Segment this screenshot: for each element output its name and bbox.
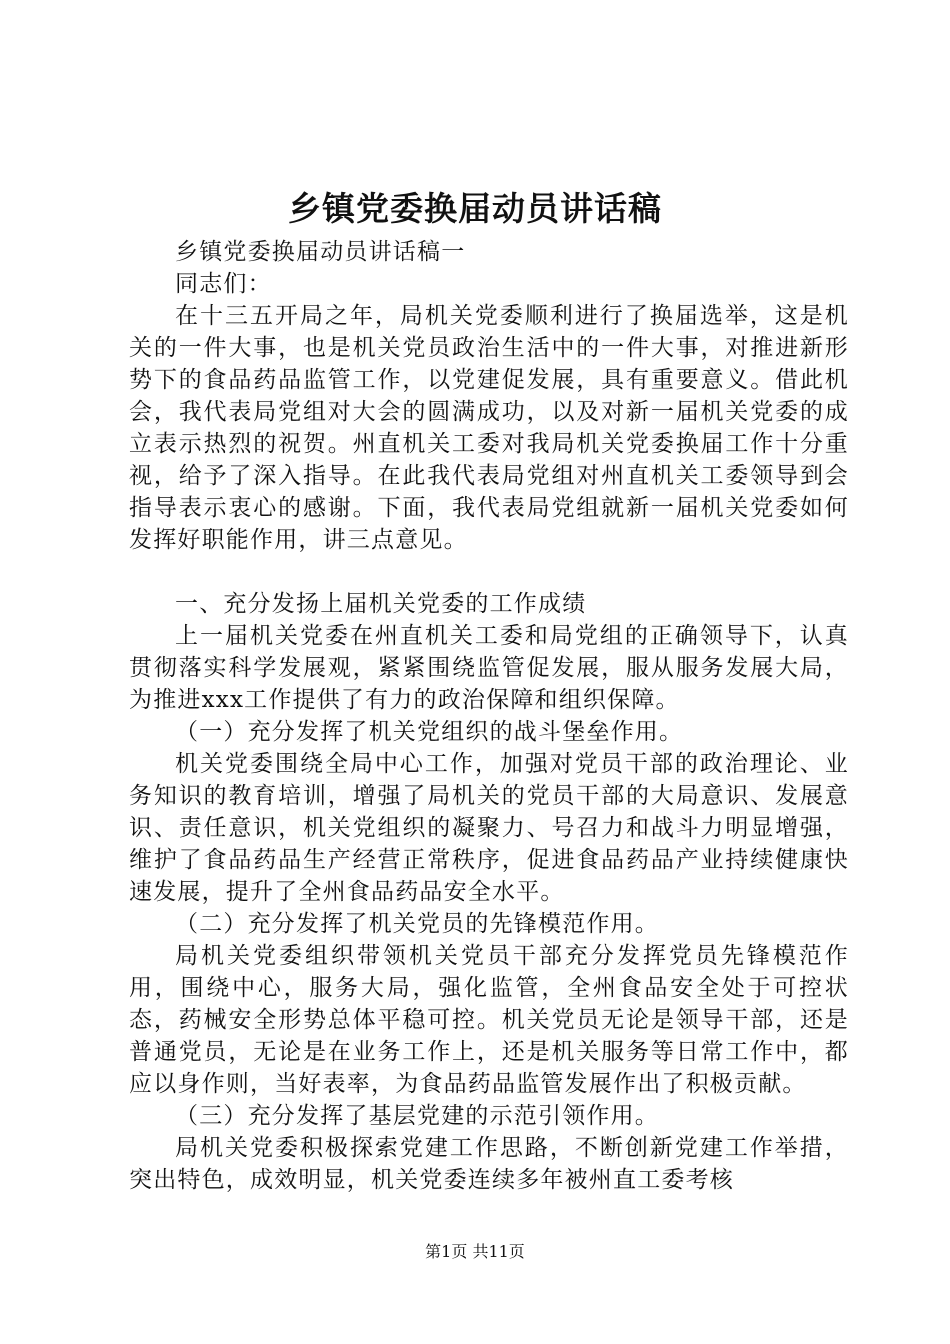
- subsection-heading: （二）充分发挥了机关党员的先锋模范作用。: [175, 911, 659, 937]
- subsection-heading: （三）充分发挥了基层党建的示范引领作用。: [175, 1103, 659, 1129]
- body-paragraph: 上一届机关党委在州直机关工委和局党组的正确领导下，认真贯彻落实科学发展观，紧紧围绕监管促发展，服从服务发展大局，为推进xxx工作提供了有力的政治保障和组织保障。: [129, 623, 849, 713]
- subsection-heading: （一）充分发挥了机关党组织的战斗堡垒作用。: [175, 719, 684, 745]
- body-paragraph: 局机关党委组织带领机关党员干部充分发挥党员先锋模范作用，围绕中心，服务大局，强化监管，全州食品安全处于可控状态，药械安全形势总体平稳可控。机关党员无论是领导干部，还是普通党员，无论是在业务工作上，还是机关服务等日常工作中，都应以身作则，当好表率，为食品药品监管发展作出了积极贡献。: [129, 943, 849, 1097]
- section-heading: 一、充分发扬上届机关党委的工作成绩: [175, 591, 587, 617]
- page-footer: 第1页 共11页: [425, 1242, 525, 1261]
- document-title: 乡镇党委换届动员讲话稿: [288, 189, 662, 228]
- subtitle-paragraph: 乡镇党委换届动员讲话稿一: [175, 239, 466, 265]
- body-paragraph: 局机关党委积极探索党建工作思路，不断创新党建工作举措，突出特色，成效明显，机关党委连续多年被州直工委考核: [129, 1135, 849, 1193]
- salutation-paragraph: 同志们：: [175, 271, 272, 297]
- document-body: [129, 236, 849, 1196]
- intro-paragraph: 在十三五开局之年，局机关党委顺利进行了换届选举，这是机关的一件大事，也是机关党员政治生活中的一件大事，对推进新形势下的食品药品监管工作，以党建促发展，具有重要意义。借此机会，我代表局党组对大会的圆满成功，以及对新一届机关党委的成立表示热烈的祝贺。州直机关工委对我局机关党委换届工作十分重视，给予了深入指导。在此我代表局党组对州直机关工委领导到会指导表示衷心的感谢。下面，我代表局党组就新一届机关党委如何发挥好职能作用，讲三点意见。: [129, 303, 849, 553]
- body-paragraph: 机关党委围绕全局中心工作，加强对党员干部的政治理论、业务知识的教育培训，增强了局机关的党员干部的大局意识、发展意识、责任意识，机关党组织的凝聚力、号召力和战斗力明显增强，维护了食品药品生产经营正常秩序，促进食品药品产业持续健康快速发展，提升了全州食品药品安全水平。: [129, 751, 849, 905]
